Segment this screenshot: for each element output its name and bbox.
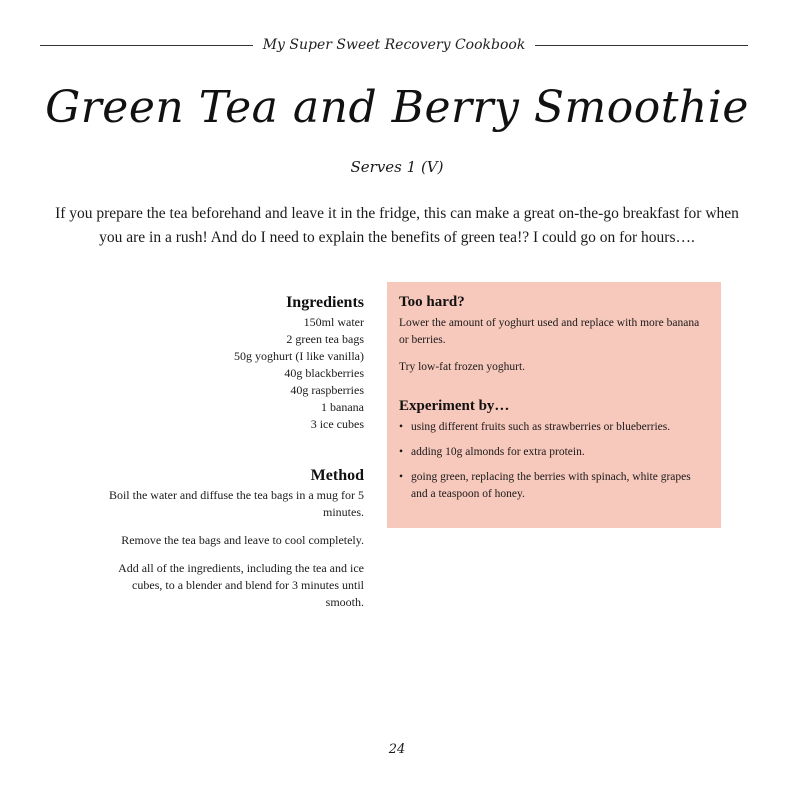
experiment-item-text: adding 10g almonds for extra protein. xyxy=(411,446,585,458)
experiment-item-text: using different fruits such as strawberries or blueberries. xyxy=(411,421,671,433)
ingredient-item: 40g raspberries xyxy=(290,383,364,397)
experiment-item-text: going green, replacing the berries with spinach, white grapes and a teaspoon of honey. xyxy=(411,471,691,500)
method-step: Boil the water and diffuse the tea bags in a mug for 5 minutes. xyxy=(108,488,364,519)
method-step: Add all of the ingredients, including the tea and ice cubes, to a blender and blend for 3 minutes until smooth. xyxy=(118,561,364,609)
method-step: Remove the tea bags and leave to cool completely. xyxy=(121,533,364,547)
ingredients-heading: Ingredients xyxy=(286,294,364,311)
ingredient-item: 40g blackberries xyxy=(284,366,364,380)
experiment-item xyxy=(399,469,709,503)
recipe-title: Green Tea and Berry Smoothie xyxy=(45,82,749,133)
bullet-icon: • xyxy=(399,471,404,483)
method-heading: Method xyxy=(310,467,364,484)
serves-line: Serves 1 (V) xyxy=(350,158,444,176)
bullet-icon: • xyxy=(399,421,404,433)
book-title: My Super Sweet Recovery Cookbook xyxy=(262,37,526,53)
ingredient-item: 1 banana xyxy=(321,400,364,414)
header-rule-left xyxy=(40,45,253,46)
recipe-left-column xyxy=(100,294,364,622)
experiment-item xyxy=(399,419,709,436)
tips-box xyxy=(387,282,721,528)
too-hard-text: Lower the amount of yoghurt used and replace with more banana or berries. xyxy=(399,317,700,346)
page-number: 24 xyxy=(388,742,406,757)
running-header xyxy=(40,34,748,56)
method-section xyxy=(100,467,364,611)
experiment-list xyxy=(399,419,709,503)
experiment-item xyxy=(399,444,709,461)
ingredient-item: 50g yoghurt (I like vanilla) xyxy=(234,349,364,363)
ingredient-item: 150ml water xyxy=(303,315,364,329)
too-hard-heading: Too hard? xyxy=(399,294,465,310)
recipe-intro: If you prepare the tea beforehand and leave it in the fridge, this can make a great on-the-go breakfast for when you are in a rush! And do I need to explain the benefits of green tea!? I could go on for hours…. xyxy=(55,205,739,246)
ingredient-item: 2 green tea bags xyxy=(286,332,364,346)
too-hard-text: Try low-fat frozen yoghurt. xyxy=(399,361,526,373)
header-rule-right xyxy=(535,45,748,46)
ingredients-list xyxy=(100,314,364,433)
ingredient-item: 3 ice cubes xyxy=(310,417,364,431)
bullet-icon: • xyxy=(399,446,404,458)
experiment-heading: Experiment by… xyxy=(399,398,510,414)
